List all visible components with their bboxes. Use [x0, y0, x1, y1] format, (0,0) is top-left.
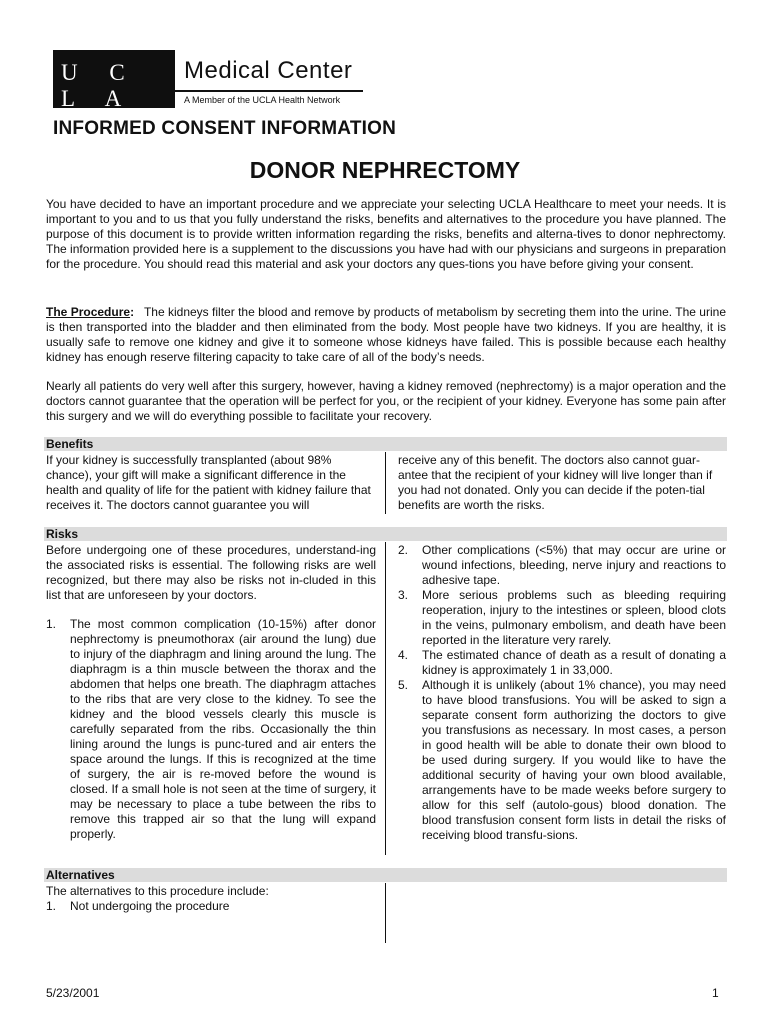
list-item-text: Not undergoing the procedure: [70, 899, 230, 913]
list-item-number: 2.: [398, 543, 409, 557]
ucla-logo: [53, 50, 365, 111]
alternatives-intro: The alternatives to this procedure include:: [46, 884, 269, 898]
benefits-right-text: receive any of this benefit. The doctors also cannot guar-antee that the recipient of your kidney will live longer than if you had not donated. Only you can decide if the poten-tial benefits are worth the risks.: [398, 453, 713, 512]
procedure-label: The Procedure: [46, 305, 131, 319]
logo-tagline: A Member of the UCLA Health Network: [184, 95, 341, 105]
list-item-text: More serious problems such as bleeding requiring reoperation, injury to the intestines or spleen, blood clots in the veins, pulmonary embolism, and death have been reported in the literature very rarely.: [422, 588, 726, 647]
risks-list-right: [398, 543, 726, 843]
list-item-text: The most common complication (10-15%) after donor nephrectomy is pneumothorax (air around the lung) due to injury of the diaphragm and lining around the lung. The diaphragm is a thin muscle between the thorax and the abdomen that helps one breath. The diaphragm attaches to the ribs that are very close to the kidney. To see the kidney and the blood vessels clearly this muscle is carefully separated from the ribs. Occasionally the thin lining around the lungs is punc-tured and air enters the space around the lungs. If this is recognized at the time of surgery, the air is re-moved before the wound is closed. If a small hole is not seen at the time of surgery, it may be necessary to place a tube between the ribs to remove this trapped air so that the lung will expand properly.: [70, 617, 376, 841]
risks-band: [44, 527, 727, 541]
list-item: [46, 899, 376, 914]
list-item: [398, 648, 726, 678]
risks-list-left: [46, 617, 376, 842]
list-item: [46, 617, 376, 842]
list-item-text: The estimated chance of death as a result of donating a kidney is approximately 1 in 33,000.: [422, 648, 726, 677]
benefits-divider: [385, 452, 386, 514]
benefits-left-text: If your kidney is successfully transplanted (about 98% chance), your gift will make a significant difference in the health and quality of life for the patient with kidney failure that receives it. The doctors cannot guarantee you will: [46, 453, 371, 512]
alternatives-divider: [385, 883, 386, 943]
document-heading: INFORMED CONSENT INFORMATION: [53, 118, 397, 139]
logo-name: Medical Center: [184, 57, 353, 84]
logo-letters: U C L A: [61, 60, 138, 111]
page-title: DONOR NEPHRECTOMY: [249, 157, 521, 183]
intro-paragraph: You have decided to have an important procedure and we appreciate your selecting UCLA Healthcare to meet your needs. It is important to you and to us that you fully understand the risks, benefits and alternatives to the procedure you have planned. The purpose of this document is to provide written information regarding the risks, benefits and alterna-tives to donor nephrectomy. The information provided here is a supplement to the discussions you have had with our physicians and surgeons in preparation for the procedure. You should read this material and ask your doctors any ques-tions you have before giving your consent.: [46, 197, 726, 271]
list-item-number: 1.: [46, 899, 57, 913]
procedure-text: The kidneys filter the blood and remove by products of metabolism by secreting them into the urine. The urine is then transported into the bladder and then eliminated from the body. Most people have two kidneys. If you are healthy, it is usually safe to remove one kidney and give it to someone whose kidneys have failed. This is possible because each healthy kidney has enough reserve filtering capacity to take care of all of the body’s needs.: [46, 305, 726, 364]
alternatives-label: Alternatives: [46, 868, 115, 882]
risks-intro: Before undergoing one of these procedures, understand-ing the associated risks is essential. The following risks are well recognized, but there may also be risks not in-cluded in this list that are unforeseen by your doctors.: [46, 543, 376, 602]
list-item-number: 3.: [398, 588, 409, 602]
benefits-band: [44, 437, 727, 451]
benefits-label: Benefits: [46, 437, 94, 451]
list-item: [398, 588, 726, 648]
alternatives-band: [44, 868, 727, 882]
list-item-text: Other complications (<5%) that may occur are urine or wound infections, bleeding, nerve injury and reactions to adhesive tape.: [422, 543, 726, 587]
risks-divider: [385, 542, 386, 855]
alternatives-list: [46, 899, 376, 914]
procedure-paragraph: The Procedure: The kidneys filter the blood and remove by products of metabolism by secreting them into the urine. The urine is then transported into the bladder and then eliminated from the body. Most people have two kidneys. If you are healthy, it is usually safe to remove one kidney and give it to someone whose kidneys have failed. This is possible because each healthy kidney has enough reserve filtering capacity to take care of all of the body’s needs.: [46, 305, 726, 364]
list-item-text: Although it is unlikely (about 1% chance), you may need to have blood transfusions. You will be asked to sign a separate consent form authorizing the doctors to give you transfusions as necessary. In most cases, a person in good health will be able to donate their own blood to be used during surgery. If you would like to have the additional security of having your own blood available, arrangements have to be made weeks before surgery to allow for this self (autolo-gous) blood donation. The blood transfusion consent form lists in detail the risks of receiving blood transfu-sions.: [422, 678, 726, 842]
list-item-number: 4.: [398, 648, 409, 662]
list-item-number: 5.: [398, 678, 409, 692]
footer-date: 5/23/2001: [46, 986, 100, 1000]
logo-rule: [175, 90, 363, 92]
footer-page-number: 1: [712, 986, 719, 1000]
logo-block: [53, 50, 175, 111]
risks-label: Risks: [46, 527, 79, 541]
list-item: [398, 678, 726, 843]
outcome-paragraph: Nearly all patients do very well after this surgery, however, having a kidney removed (nephrectomy) is a major operation and the doctors cannot guarantee that the operation will be perfect for you, or the recipient of your kidney. Everyone has some pain after this surgery and we will do everything possible to facilitate your recovery.: [46, 379, 726, 423]
list-item: [398, 543, 726, 588]
list-item-number: 1.: [46, 617, 57, 631]
